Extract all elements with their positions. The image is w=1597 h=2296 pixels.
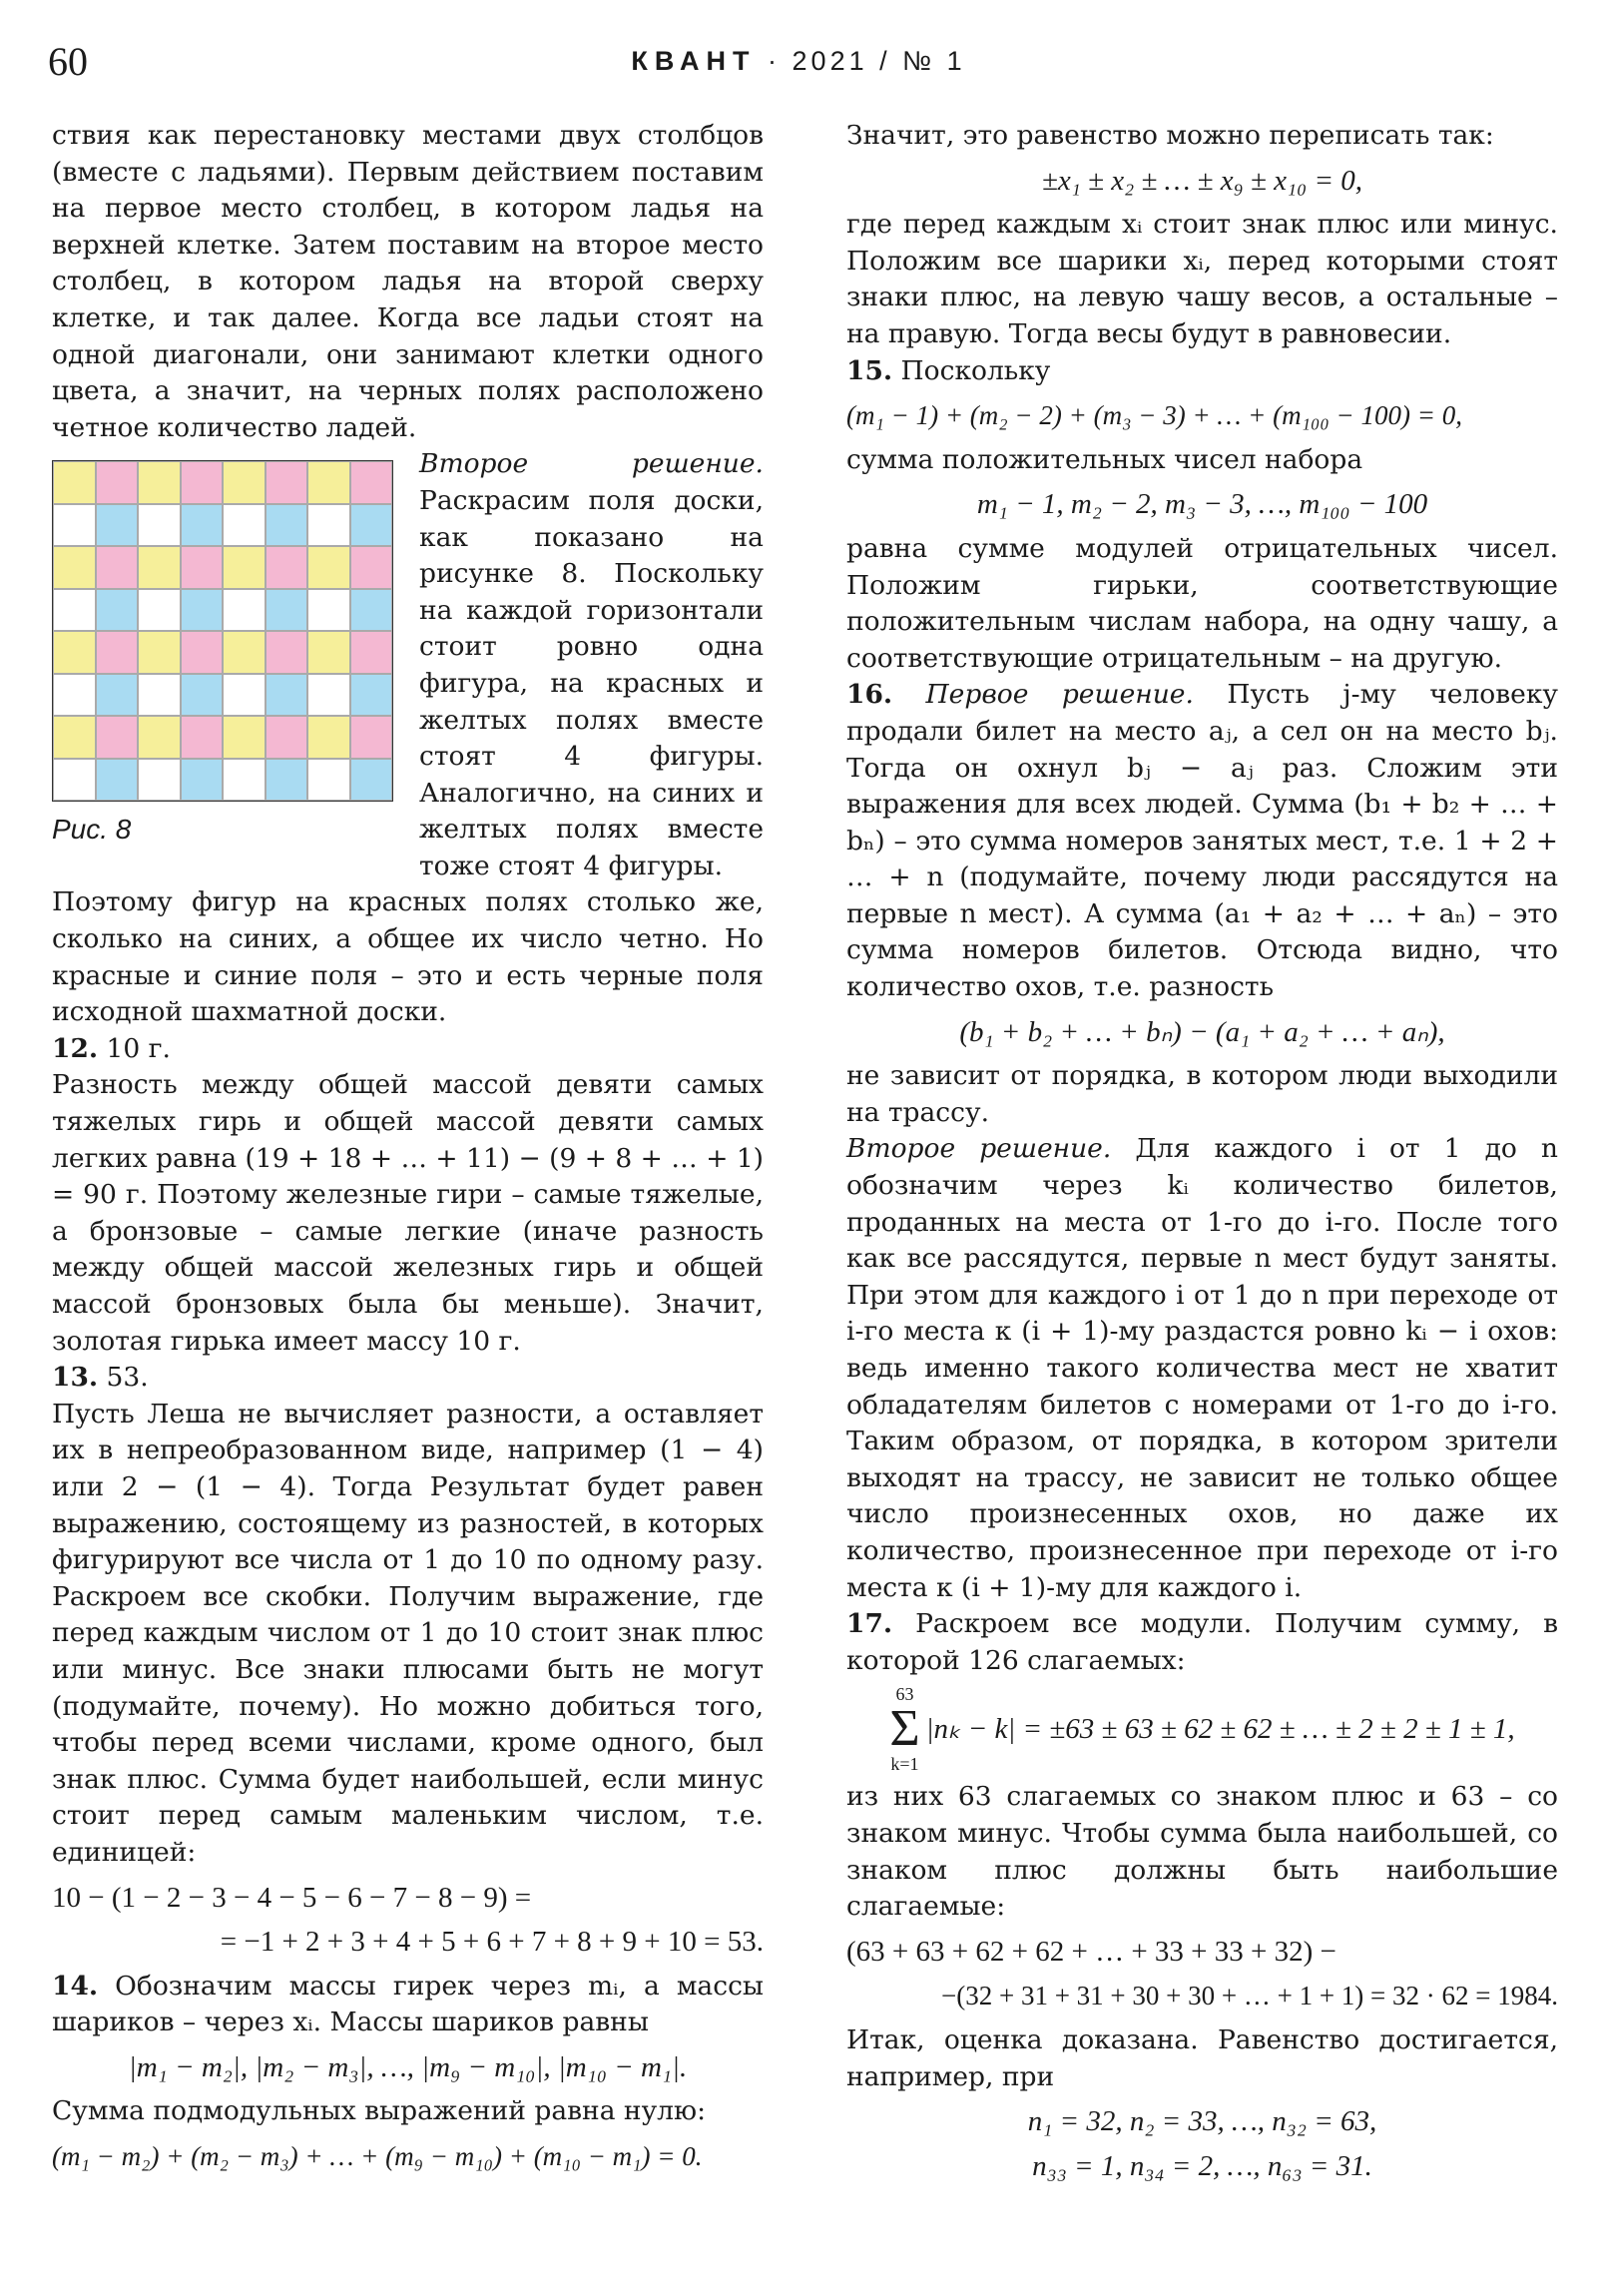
board-cell <box>223 674 266 717</box>
board-cell <box>223 716 266 759</box>
board-cell <box>307 546 350 589</box>
board-cell <box>96 589 139 632</box>
problem-14-text <box>52 1969 764 2041</box>
equation-15b: m₁ − 1, m₂ − 2, m₃ − 3, …, m₁₀₀ − 100 <box>976 488 1428 521</box>
second-solution-text: Раскрасим поля доски, как показано на рисунке 8. Поскольку на каждой горизонтали стоит ровно одна фигура, на красных и желтых полях вместе стоят 4 фигуры. Аналогично, на синих и желтых полях вместе тоже стоят 4 фигуры. <box>419 484 764 881</box>
problem-15-heading <box>846 353 1558 390</box>
equation-13b: = −1 + 2 + 3 + 4 + 5 + 6 + 7 + 8 + 9 + 10 = 53. <box>220 1926 764 1959</box>
board-cell <box>53 716 96 759</box>
problem-15-text2: равна сумме модулей отрицательных чисел. Положим гирьки, соответствующие положительным числам набора, на одну чашу, а соответствующие отрицательным – на другую. <box>846 532 1558 674</box>
board-cell <box>53 504 96 547</box>
problem-16-number: 16. <box>846 679 893 711</box>
board-cell <box>266 759 308 802</box>
board-cell <box>266 504 308 547</box>
problem-15-number: 15. <box>846 354 893 386</box>
board-cell <box>138 504 181 547</box>
board-cell <box>350 674 393 717</box>
problem-16-body2: Для каждого i от 1 до n обозначим через kᵢ количество билетов, проданных на места от 1-го до i-го. После того как все рассядутся, первые n мест будут заняты. При этом для каждого i от 1 до n при переходе от i-го места к (i + 1)-му раздастся ровно kᵢ − i охов: ведь именно такого количества мест не хватит обладателям билетов с номерами от 1-го до i-го. Таким образом, от порядка, в котором зрители выходят на трассу, не зависит не только общее число произнесенных охов, но даже их количество, произнесенное при переходе от i-го места к (i + 1)-му для каждого i. <box>846 1133 1558 1603</box>
board-cell <box>96 461 139 504</box>
paragraph-scales: где перед каждым xᵢ стоит знак плюс или минус. Положим все шарики xᵢ, перед которыми стоят знаки плюс, на левую чашу весов, а остальные – на правую. Тогда весы будут в равновесии. <box>846 209 1558 349</box>
figure-8 <box>52 446 395 884</box>
board-cell <box>96 631 139 674</box>
board-cell <box>266 589 308 632</box>
board-cell <box>266 674 308 717</box>
board-cell <box>96 504 139 547</box>
board-cell <box>181 461 224 504</box>
board-cell <box>307 674 350 717</box>
board-cell <box>350 589 393 632</box>
problem-13-number: 13. <box>52 1362 99 1394</box>
equation-17a-body: |nₖ − k| = ±63 ± 63 ± 62 ± 62 ± … ± 2 ± 2 ± 1 ± 1, <box>925 1713 1515 1746</box>
board-cell <box>223 504 266 547</box>
problem-14-intro: Обозначим массы гирек через mᵢ, а массы шариков – через xᵢ. Массы шариков равны <box>52 1970 764 2038</box>
board-cell <box>138 631 181 674</box>
board-cell <box>53 759 96 802</box>
board-cell <box>223 631 266 674</box>
board-cell <box>307 759 350 802</box>
board-cell <box>181 631 224 674</box>
board-cell <box>96 759 139 802</box>
board-cell <box>307 461 350 504</box>
paragraph-intro-right: Значит, это равенство можно переписать так: <box>846 120 1494 151</box>
problem-16-text2: не зависит от порядка, в котором люди выходили на трассу. <box>846 1060 1558 1128</box>
problem-16-second-solution <box>846 1131 1558 1606</box>
board-cell <box>307 631 350 674</box>
second-solution-label: Второе решение. <box>419 448 764 480</box>
problem-12-text: Разность между общей массой девяти самых тяжелых гирь и общей массой девяти самых легких равна (19 + 18 + … + 11) − (9 + 8 + … + 1) = 90 г. Поэтому железные гири – самые тяжелые, а бронзовые – самые легкие (иначе разность между общей массой железных гирь и общей массой бронзовых была бы меньше). Значит, золотая гирька имеет массу 10 г. <box>52 1069 765 1357</box>
board-cell <box>350 716 393 759</box>
board-cell <box>266 716 308 759</box>
problem-12-number: 12. <box>52 1032 99 1064</box>
board-cell <box>307 589 350 632</box>
problem-17-intro: Раскроем все модули. Получим сумму, в которой 126 слагаемых: <box>846 1608 1558 1676</box>
sigma-upper: 63 <box>895 1684 914 1705</box>
paragraph-intro: ствия как перестановку местами двух столбцов (вместе с ладьями). Первым действием поставим на первое место столбец, в котором ладья на верхней клетке. Затем поставим на второе место столбец, в котором ладья на второй сверху клетке, и так далее. Когда все ладьи стоят на одной диагонали, они занимают клетки одного цвета, а значит, на черных полях расположено четное количество ладей. <box>52 120 764 443</box>
board-cell <box>96 674 139 717</box>
right-column <box>846 118 1558 2192</box>
problem-13-heading <box>52 1360 764 1397</box>
board-cell <box>53 461 96 504</box>
problem-14-number: 14. <box>52 1970 99 2002</box>
equation-17a <box>846 1685 1558 1773</box>
journal-title <box>48 46 1549 77</box>
problem-15-intro: Поскольку <box>892 354 1051 386</box>
equation-15a: (m₁ − 1) + (m₂ − 2) + (m₃ − 3) + … + (m₁₀₀ − 100) = 0, <box>846 400 1462 431</box>
problem-16-label: Первое решение. <box>892 679 1194 711</box>
board-cell <box>266 631 308 674</box>
board-cell <box>53 589 96 632</box>
problem-16-text <box>846 677 1558 1005</box>
sigma-symbol: 63 Σ k=1 <box>889 1684 920 1775</box>
figure-caption: Рис. 8 <box>52 814 132 846</box>
board-cell <box>138 759 181 802</box>
problem-12-heading <box>52 1031 764 1068</box>
board-cell <box>223 461 266 504</box>
board-cell <box>223 759 266 802</box>
equation-17b: (63 + 63 + 62 + 62 + … + 33 + 33 + 32) − <box>846 1935 1336 1968</box>
equation-17c: −(32 + 31 + 31 + 30 + 30 + … + 1 + 1) = 32 · 62 = 1984. <box>941 1981 1558 2011</box>
problem-16-body: Пусть j-му человеку продали билет на место aⱼ, а сел он на место bⱼ. Тогда он охнул bⱼ − aⱼ раз. Сложим эти выражения для всех людей. Сумма (b₁ + b₂ + … + bₙ) – это сумма номеров занятых мест, т.е. 1 + 2 + … + n (подумайте, почему люди рассядутся на первые n мест). А сумма (a₁ + a₂ + … + aₙ) – это сумма номеров билетов. Отсюда видно, что количество охов, т.е. разность <box>846 679 1558 1003</box>
figure-block <box>52 446 764 884</box>
board-cell <box>350 631 393 674</box>
board-cell <box>181 546 224 589</box>
problem-17-text <box>846 1606 1558 1679</box>
equation-16: (b₁ + b₂ + … + bₙ) − (a₁ + a₂ + … + aₙ), <box>959 1015 1445 1048</box>
journal-issue: · 2021 / № 1 <box>768 46 966 76</box>
board-cell <box>266 546 308 589</box>
left-column <box>52 118 764 2183</box>
page-header <box>48 38 1549 88</box>
problem-17-number: 17. <box>846 1608 893 1640</box>
board-cell <box>181 716 224 759</box>
board-cell <box>350 546 393 589</box>
board-cell <box>53 674 96 717</box>
equation-14c: ±x₁ ± x₂ ± … ± x₉ ± x₁₀ = 0, <box>1041 164 1363 197</box>
board-cell <box>307 504 350 547</box>
equation-13a: 10 − (1 − 2 − 3 − 4 − 5 − 6 − 7 − 8 − 9) = <box>52 1881 532 1914</box>
second-solution-paragraph <box>419 446 764 884</box>
equation-17d: n₁ = 32, n₂ = 33, …, n₃₂ = 63, <box>1027 2105 1377 2138</box>
problem-12-answer: 10 г. <box>98 1032 171 1064</box>
colored-chessboard <box>52 460 393 802</box>
board-cell <box>53 546 96 589</box>
problem-17-text3: Итак, оценка доказана. Равенство достигается, например, при <box>846 2023 1558 2092</box>
problem-13-text: Пусть Леша не вычисляет разности, а оставляет их в непреобразованном виде, например (1 − 4) или 2 − (1 − 4). Тогда Результат будет равен выражению, состоящему из разностей, в которых фигурируют все числа от 1 до 10 по одному разу. Раскроем все скобки. Получим выражение, где перед каждым числом от 1 до 10 стоит знак плюс или минус. Все знаки плюсами быть не могут (подумайте, почему). Но можно добиться того, чтобы перед всеми числами, кроме одного, был знак плюс. Сумма будет наибольшей, если минус стоит перед самым маленьким числом, т.е. единицей: <box>52 1398 764 1868</box>
board-cell <box>138 674 181 717</box>
problem-16-label2: Второе решение. <box>846 1133 1112 1165</box>
problem-14-text2: Сумма подмодульных выражений равна нулю: <box>52 2095 707 2127</box>
board-cell <box>53 631 96 674</box>
board-cell <box>350 504 393 547</box>
board-cell <box>181 589 224 632</box>
board-cell <box>307 716 350 759</box>
problem-15-text: сумма положительных чисел набора <box>846 443 1363 475</box>
board-cell <box>350 461 393 504</box>
board-cell <box>223 589 266 632</box>
board-cell <box>138 589 181 632</box>
journal-name: КВАНТ <box>631 46 757 76</box>
board-cell <box>266 461 308 504</box>
board-cell <box>181 759 224 802</box>
problem-17-text2: из них 63 слагаемых со знаком плюс и 63 – со знаком минус. Чтобы сумма была наибольшей, со знаком плюс должны быть наибольшие слагаемые: <box>846 1781 1558 1923</box>
board-cell <box>181 674 224 717</box>
page-number: 60 <box>48 39 88 84</box>
board-cell <box>96 546 139 589</box>
board-cell <box>181 504 224 547</box>
board-cell <box>138 716 181 759</box>
board-cell <box>138 546 181 589</box>
board-cell <box>223 546 266 589</box>
board-cell <box>350 759 393 802</box>
sigma-lower: k=1 <box>890 1754 919 1775</box>
board-cell <box>138 461 181 504</box>
problem-13-answer: 53. <box>98 1362 149 1394</box>
equation-14b: (m₁ − m₂) + (m₂ − m₃) + … + (m₉ − m₁₀) + (m₁₀ − m₁) = 0. <box>52 2141 703 2172</box>
equation-14a: |m₁ − m₂|, |m₂ − m₃|, …, |m₉ − m₁₀|, |m₁₀ − m₁|. <box>128 2050 688 2083</box>
board-cell <box>96 716 139 759</box>
equation-17e: n₃₃ = 1, n₃₄ = 2, …, n₆₃ = 31. <box>1032 2149 1372 2182</box>
paragraph-after-figure: Поэтому фигур на красных полях столько же, сколько на синих, а общее их число четно. Но красные и синие поля – это и есть черные поля исходной шахматной доски. <box>52 886 764 1028</box>
